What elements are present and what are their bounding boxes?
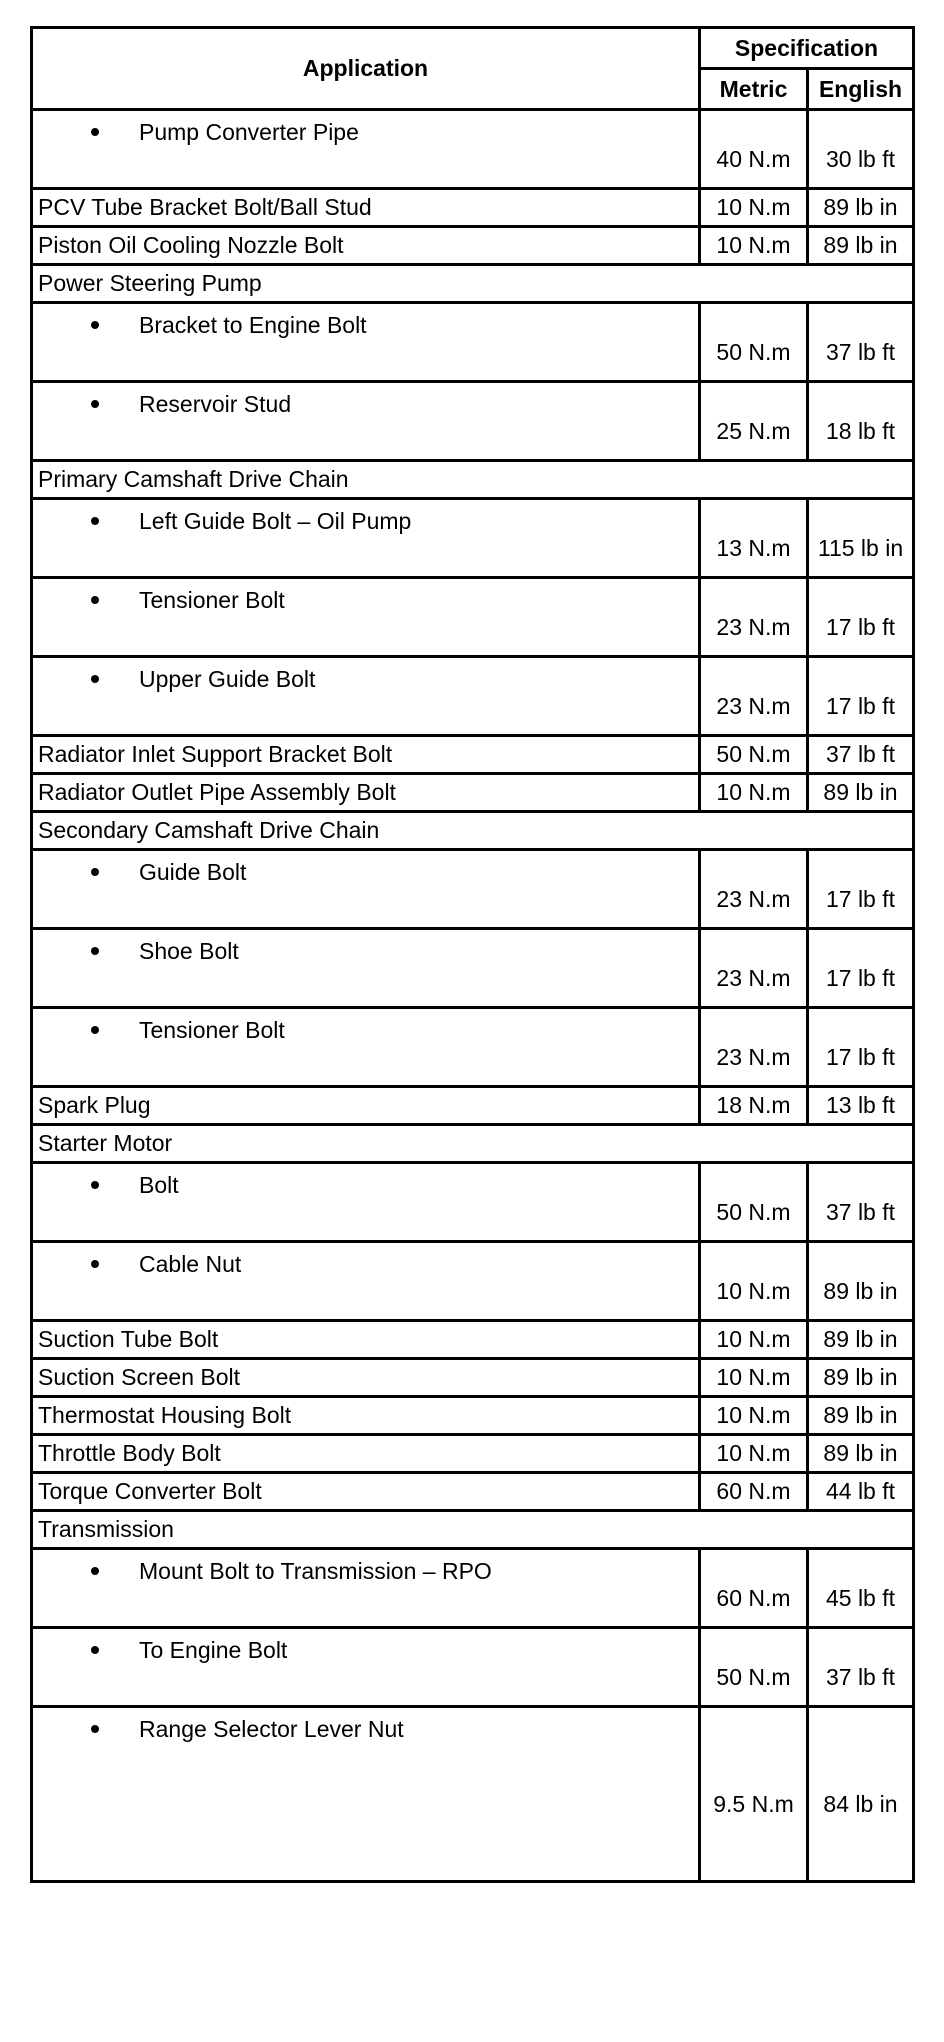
application-label: Mount Bolt to Transmission – RPO xyxy=(139,1558,492,1584)
bullet-icon xyxy=(91,675,99,683)
application-label: Reservoir Stud xyxy=(139,391,292,417)
application-label: Radiator Inlet Support Bracket Bolt xyxy=(38,741,393,767)
application-cell xyxy=(32,657,700,736)
metric-value: 25 N.m xyxy=(700,382,808,461)
application-cell xyxy=(32,227,700,265)
group-label: Secondary Camshaft Drive Chain xyxy=(32,812,914,850)
bullet-icon xyxy=(91,596,99,604)
table-row xyxy=(32,1359,914,1397)
application-label: Left Guide Bolt – Oil Pump xyxy=(139,508,412,534)
metric-value: 23 N.m xyxy=(700,1008,808,1087)
group-label: Starter Motor xyxy=(32,1125,914,1163)
metric-value: 60 N.m xyxy=(700,1549,808,1628)
metric-value: 10 N.m xyxy=(700,1321,808,1359)
table-row xyxy=(32,189,914,227)
english-value: 18 lb ft xyxy=(808,382,914,461)
group-header-row xyxy=(32,1125,914,1163)
metric-value: 23 N.m xyxy=(700,850,808,929)
metric-value: 10 N.m xyxy=(700,1359,808,1397)
english-value: 89 lb in xyxy=(808,1321,914,1359)
metric-value: 60 N.m xyxy=(700,1473,808,1511)
metric-header: Metric xyxy=(700,69,808,110)
application-cell xyxy=(32,929,700,1008)
table-body xyxy=(32,110,914,1882)
application-label: Shoe Bolt xyxy=(139,938,239,964)
table-row xyxy=(32,1549,914,1628)
english-value: 45 lb ft xyxy=(808,1549,914,1628)
application-cell xyxy=(32,1628,700,1707)
application-cell xyxy=(32,850,700,929)
application-cell xyxy=(32,189,700,227)
group-label: Power Steering Pump xyxy=(32,265,914,303)
application-label: Bolt xyxy=(139,1172,179,1198)
application-cell xyxy=(32,1435,700,1473)
group-header-row xyxy=(32,812,914,850)
application-label: To Engine Bolt xyxy=(139,1637,288,1663)
application-label: Guide Bolt xyxy=(139,859,247,885)
table-row xyxy=(32,1321,914,1359)
table-row xyxy=(32,578,914,657)
application-cell xyxy=(32,578,700,657)
table-row xyxy=(32,227,914,265)
table-row xyxy=(32,657,914,736)
application-label: Piston Oil Cooling Nozzle Bolt xyxy=(38,232,344,258)
table-row xyxy=(32,1397,914,1435)
english-value: 89 lb in xyxy=(808,227,914,265)
application-label: Suction Screen Bolt xyxy=(38,1364,241,1390)
metric-value: 10 N.m xyxy=(700,189,808,227)
application-label: Suction Tube Bolt xyxy=(38,1326,219,1352)
table-row xyxy=(32,850,914,929)
bullet-icon xyxy=(91,947,99,955)
metric-value: 10 N.m xyxy=(700,774,808,812)
english-value: 17 lb ft xyxy=(808,1008,914,1087)
english-value: 30 lb ft xyxy=(808,110,914,189)
bullet-icon xyxy=(91,517,99,525)
bullet-icon xyxy=(91,1026,99,1034)
table-row xyxy=(32,303,914,382)
table-row xyxy=(32,110,914,189)
table-row xyxy=(32,499,914,578)
application-label: Pump Converter Pipe xyxy=(139,119,359,145)
metric-value: 10 N.m xyxy=(700,1242,808,1321)
table-row xyxy=(32,1435,914,1473)
english-value: 115 lb in xyxy=(808,499,914,578)
metric-value: 9.5 N.m xyxy=(700,1707,808,1882)
application-cell xyxy=(32,1163,700,1242)
application-cell xyxy=(32,1707,700,1882)
application-label: Tensioner Bolt xyxy=(139,587,285,613)
application-label: Bracket to Engine Bolt xyxy=(139,312,367,338)
table-row xyxy=(32,382,914,461)
english-value: 89 lb in xyxy=(808,1242,914,1321)
application-cell xyxy=(32,1242,700,1321)
bullet-icon xyxy=(91,1725,99,1733)
english-value: 17 lb ft xyxy=(808,850,914,929)
metric-value: 10 N.m xyxy=(700,1397,808,1435)
table-row xyxy=(32,774,914,812)
english-value: 89 lb in xyxy=(808,1359,914,1397)
application-cell xyxy=(32,499,700,578)
group-label: Transmission xyxy=(32,1511,914,1549)
application-cell xyxy=(32,1008,700,1087)
table-row xyxy=(32,1473,914,1511)
bullet-icon xyxy=(91,321,99,329)
group-label: Primary Camshaft Drive Chain xyxy=(32,461,914,499)
metric-value: 50 N.m xyxy=(700,1163,808,1242)
metric-value: 50 N.m xyxy=(700,1628,808,1707)
application-cell xyxy=(32,110,700,189)
english-value: 17 lb ft xyxy=(808,657,914,736)
application-label: Radiator Outlet Pipe Assembly Bolt xyxy=(38,779,396,805)
bullet-icon xyxy=(91,1260,99,1268)
bullet-icon xyxy=(91,128,99,136)
english-value: 17 lb ft xyxy=(808,578,914,657)
english-value: 37 lb ft xyxy=(808,303,914,382)
application-cell xyxy=(32,303,700,382)
application-label: Upper Guide Bolt xyxy=(139,666,316,692)
application-label: Throttle Body Bolt xyxy=(38,1440,221,1466)
bullet-icon xyxy=(91,1646,99,1654)
english-value: 37 lb ft xyxy=(808,1628,914,1707)
table-row xyxy=(32,1707,914,1882)
bullet-icon xyxy=(91,400,99,408)
english-value: 37 lb ft xyxy=(808,736,914,774)
english-value: 37 lb ft xyxy=(808,1163,914,1242)
metric-value: 50 N.m xyxy=(700,736,808,774)
english-value: 13 lb ft xyxy=(808,1087,914,1125)
english-header: English xyxy=(808,69,914,110)
metric-value: 40 N.m xyxy=(700,110,808,189)
specification-header: Specification xyxy=(700,28,914,69)
bullet-icon xyxy=(91,1567,99,1575)
group-header-row xyxy=(32,461,914,499)
bullet-icon xyxy=(91,868,99,876)
application-cell xyxy=(32,1321,700,1359)
english-value: 89 lb in xyxy=(808,1435,914,1473)
metric-value: 10 N.m xyxy=(700,1435,808,1473)
application-label: Tensioner Bolt xyxy=(139,1017,285,1043)
table-row xyxy=(32,1628,914,1707)
bullet-icon xyxy=(91,1181,99,1189)
table-row xyxy=(32,929,914,1008)
metric-value: 23 N.m xyxy=(700,929,808,1008)
application-label: Torque Converter Bolt xyxy=(38,1478,262,1504)
application-cell xyxy=(32,1359,700,1397)
application-label: Cable Nut xyxy=(139,1251,242,1277)
english-value: 89 lb in xyxy=(808,774,914,812)
application-label: PCV Tube Bracket Bolt/Ball Stud xyxy=(38,194,372,220)
group-header-row xyxy=(32,1511,914,1549)
torque-spec-table xyxy=(30,26,915,1883)
english-value: 89 lb in xyxy=(808,1397,914,1435)
english-value: 17 lb ft xyxy=(808,929,914,1008)
application-header: Application xyxy=(32,28,700,110)
english-value: 89 lb in xyxy=(808,189,914,227)
table-row xyxy=(32,1087,914,1125)
metric-value: 23 N.m xyxy=(700,578,808,657)
table-row xyxy=(32,736,914,774)
table-row xyxy=(32,1008,914,1087)
application-label: Thermostat Housing Bolt xyxy=(38,1402,292,1428)
application-label: Range Selector Lever Nut xyxy=(139,1716,404,1742)
application-cell xyxy=(32,774,700,812)
english-value: 84 lb in xyxy=(808,1707,914,1882)
group-header-row xyxy=(32,265,914,303)
metric-value: 18 N.m xyxy=(700,1087,808,1125)
metric-value: 50 N.m xyxy=(700,303,808,382)
application-cell xyxy=(32,1473,700,1511)
english-value: 44 lb ft xyxy=(808,1473,914,1511)
table-row xyxy=(32,1242,914,1321)
application-cell xyxy=(32,382,700,461)
table-header xyxy=(32,28,914,110)
application-cell xyxy=(32,736,700,774)
application-cell xyxy=(32,1397,700,1435)
application-cell xyxy=(32,1549,700,1628)
application-label: Spark Plug xyxy=(38,1092,151,1118)
table-row xyxy=(32,1163,914,1242)
metric-value: 10 N.m xyxy=(700,227,808,265)
application-cell xyxy=(32,1087,700,1125)
metric-value: 23 N.m xyxy=(700,657,808,736)
header-row-1 xyxy=(32,28,914,69)
metric-value: 13 N.m xyxy=(700,499,808,578)
